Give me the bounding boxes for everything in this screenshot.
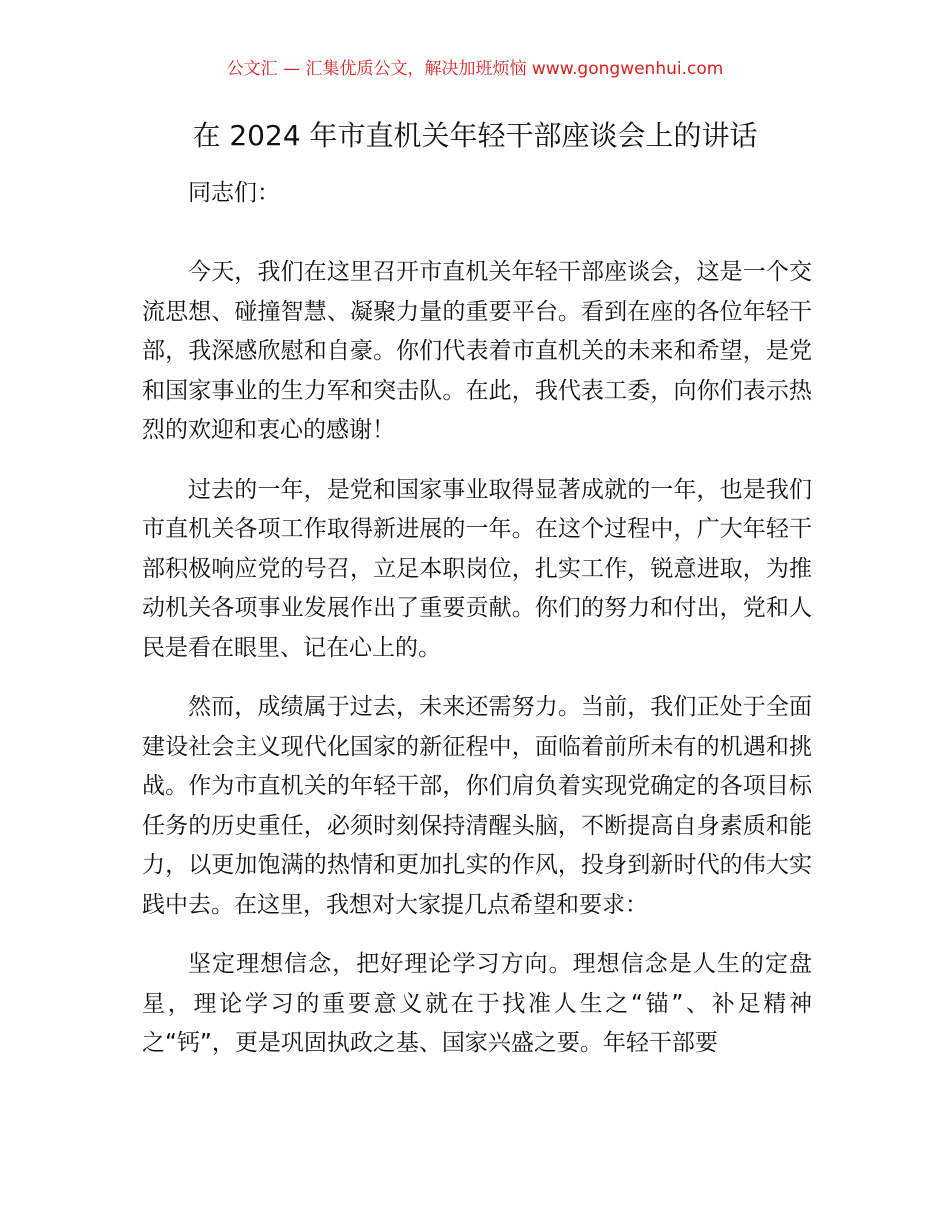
document-title: 在 2024 年市直机关年轻干部座谈会上的讲话	[192, 119, 758, 152]
site-banner: 公文汇 — 汇集优质公文，解决加班烦恼 www.gongwenhui.com	[226, 59, 724, 79]
paragraph-4: 坚定理想信念，把好理论学习方向。理想信念是人生的定盘星，理论学习的重要意义就在于找准人生之“锚”、补足精神之“钙”，更是巩固执政之基、国家兴盛之要。年轻干部要	[142, 951, 812, 1056]
paragraph-3: 然而，成绩属于过去，未来还需努力。当前，我们正处于全面建设社会主义现代化国家的新征程中，面临着前所未有的机遇和挑战。作为市直机关的年轻干部，你们肩负着实现党确定的各项目标任务的历史重任，必须时刻保持清醒头脑，不断提高自身素质和能力，以更加饱满的热情和更加扎实的作风，投身到新时代的伟大实践中去。在这里，我想对大家提几点希望和要求：	[142, 694, 812, 918]
paragraph-2: 过去的一年，是党和国家事业取得显著成就的一年，也是我们市直机关各项工作取得新进展的一年。在这个过程中，广大年轻干部积极响应党的号召，立足本职岗位，扎实工作，锐意进取，为推动机关各项事业发展作出了重要贡献。你们的努力和付出，党和人民是看在眼里、记在心上的。	[142, 476, 812, 661]
document-body	[142, 174, 812, 1084]
paragraph-1: 今天，我们在这里召开市直机关年轻干部座谈会，这是一个交流思想、碰撞智慧、凝聚力量的重要平台。看到在座的各位年轻干部，我深感欣慰和自豪。你们代表着市直机关的未来和希望，是党和国家事业的生力军和突击队。在此，我代表工委，向你们表示热烈的欢迎和衷心的感谢！	[142, 259, 812, 443]
salutation: 同志们：	[188, 180, 280, 206]
